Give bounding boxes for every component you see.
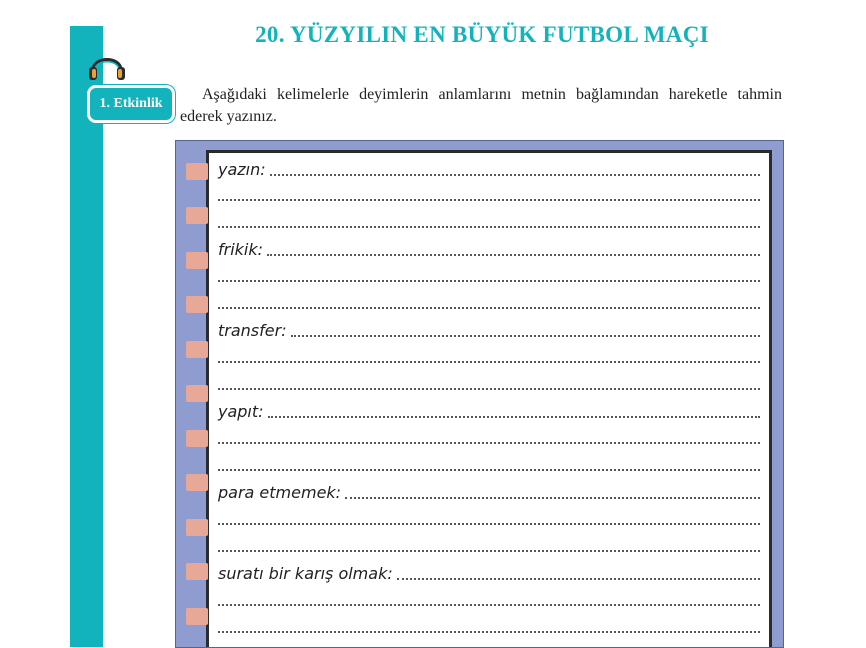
headphones-icon: [86, 48, 128, 82]
item-label: transfer:: [218, 321, 287, 340]
answer-row-5[interactable]: [218, 483, 760, 503]
binder-tab: [186, 430, 208, 447]
answer-line[interactable]: [218, 361, 760, 363]
item-label: yazın:: [218, 160, 266, 179]
binder-tab: [186, 207, 208, 224]
answer-row-3[interactable]: [218, 321, 760, 341]
activity-badge: 1. Etkinlik: [87, 85, 175, 123]
binder-tab: [186, 163, 208, 180]
item-label: suratı bir karış olmak:: [218, 564, 393, 583]
binder-tab: [186, 341, 208, 358]
answer-line[interactable]: [291, 335, 760, 337]
answer-line[interactable]: [268, 416, 760, 418]
instruction-text: Aşağıdaki kelimelerle deyimlerin anlamlarını metnin bağlamından hareketle tahmin ederek yazınız.: [180, 86, 782, 125]
answer-line[interactable]: [218, 442, 760, 444]
answer-line[interactable]: [345, 497, 760, 499]
item-label: para etmemek:: [218, 483, 342, 502]
item-label: yapıt:: [218, 402, 264, 421]
answer-line[interactable]: [218, 226, 760, 228]
answer-line[interactable]: [218, 604, 760, 606]
binder-tab: [186, 474, 208, 491]
item-label: frikik:: [218, 240, 264, 259]
answer-line[interactable]: [218, 523, 760, 525]
answer-line[interactable]: [267, 254, 760, 256]
binder-tab: [186, 563, 208, 580]
answer-line[interactable]: [218, 280, 760, 282]
binder-tab: [186, 608, 208, 625]
answer-row-2[interactable]: [218, 240, 760, 260]
answer-line[interactable]: [218, 469, 760, 471]
answer-line[interactable]: [218, 307, 760, 309]
answer-row-6[interactable]: [218, 564, 760, 584]
binder-tab: [186, 296, 208, 313]
answer-line[interactable]: [218, 388, 760, 390]
binder-tab: [186, 519, 208, 536]
page-title: 20. YÜZYILIN EN BÜYÜK FUTBOL MAÇI: [255, 22, 709, 47]
answer-line[interactable]: [218, 199, 760, 201]
binder-tab: [186, 385, 208, 402]
answer-line[interactable]: [218, 550, 760, 552]
answer-line[interactable]: [218, 631, 760, 633]
answer-row-1[interactable]: [218, 160, 760, 180]
answer-line[interactable]: [397, 578, 760, 580]
answer-row-4[interactable]: [218, 402, 760, 422]
binder-tab: [186, 252, 208, 269]
answer-line[interactable]: [270, 174, 760, 176]
